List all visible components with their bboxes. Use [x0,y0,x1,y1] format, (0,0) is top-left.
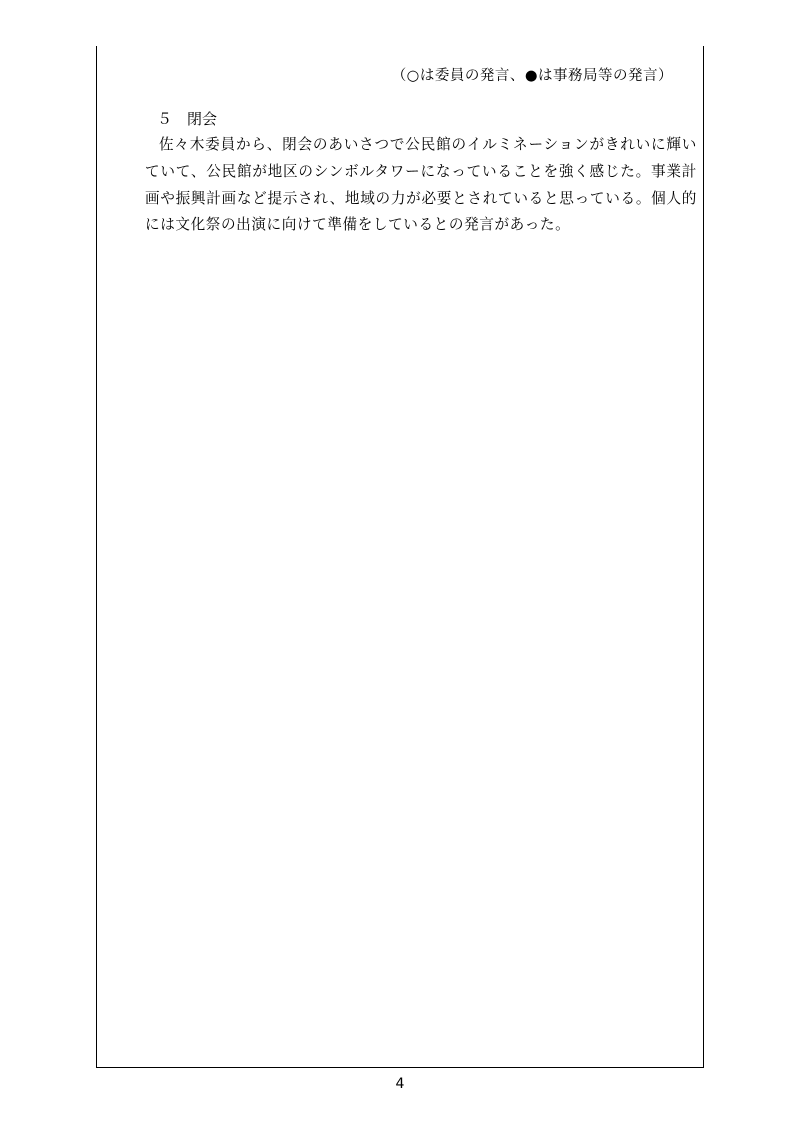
section-title: 閉会 [187,110,218,128]
speaker-legend: （○は委員の発言、●は事務局等の発言） [391,68,673,84]
section-body: 佐々木委員から、閉会のあいさつで公民館のイルミネーションがきれいに輝いていて、公民館が地区のシンボルタワーになっていることを強く感じた。事業計画や振興計画など提示され、地域の力が必要とされていると思っている。個人的には文化祭の出演に向けて準備をしているとの発言があった。 [145,136,697,234]
section-number: ５ [157,110,173,128]
page-frame [96,46,704,1068]
page-number: 4 [395,1076,405,1092]
section-heading [157,108,217,129]
